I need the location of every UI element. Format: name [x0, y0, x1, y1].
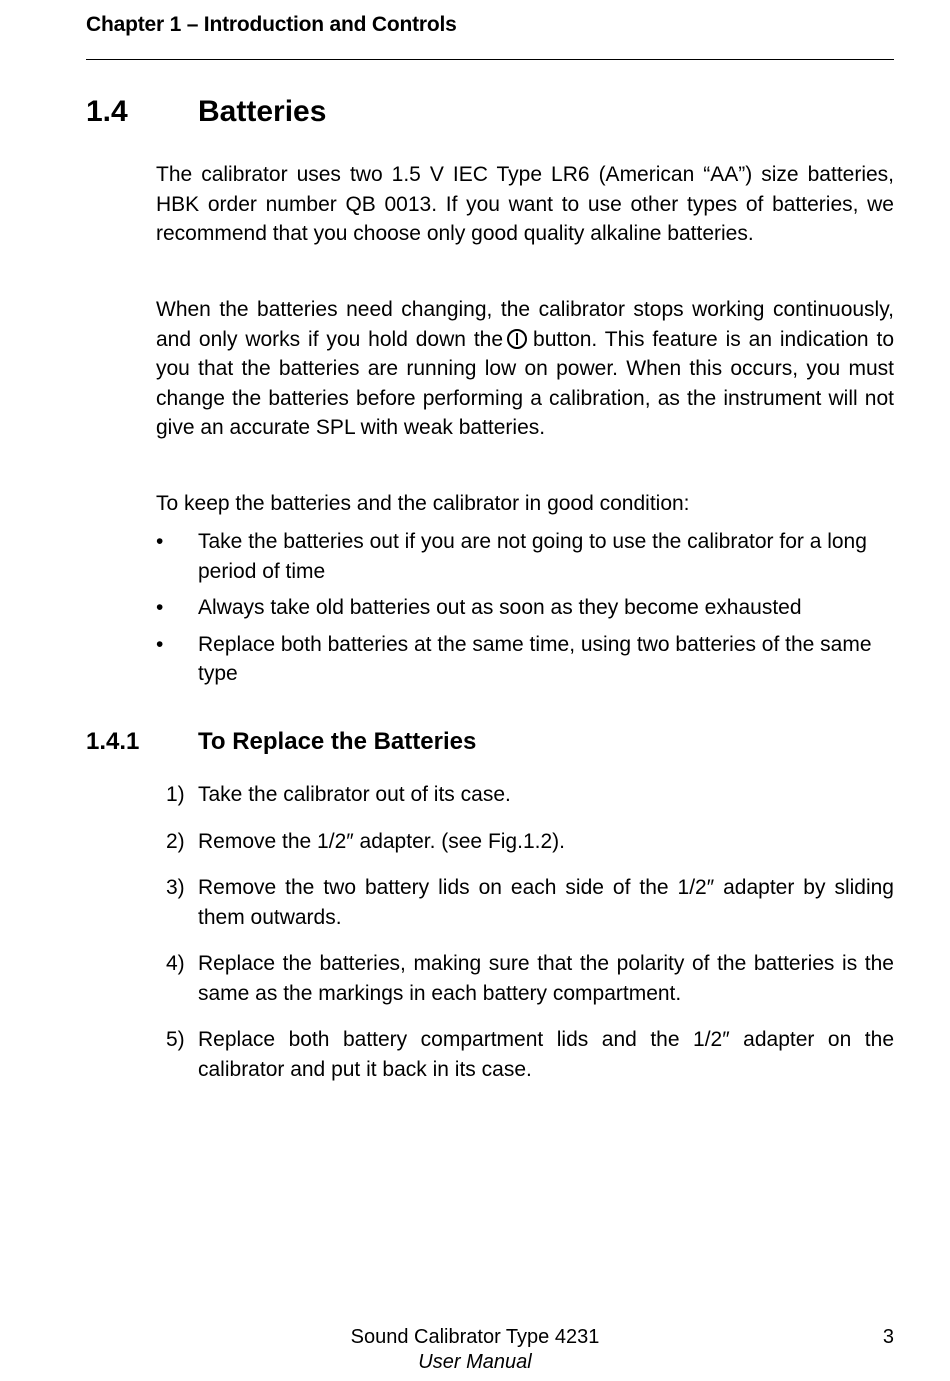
replace-steps-list [156, 780, 894, 1101]
paragraph-low-battery-part2: button. This feature is an indication to you that the batteries are running low on power. When this occurs, you must change the batteries before performing a calibration, as the instrument will not give an accurate SPL with weak batteries. [156, 327, 894, 439]
step-number: 2) [166, 829, 185, 853]
step-number: 4) [166, 952, 185, 975]
step-item [156, 780, 894, 810]
header-rule [86, 59, 894, 60]
list-item-text: Take the batteries out if you are not going to use the calibrator for a long period of time [198, 530, 867, 583]
paragraph-battery-type: The calibrator uses two 1.5 V IEC Type LR6 (American “AA”) size batteries, HBK order number QB 0013. If you want to use other types of batteries, we recommend that you choose only good quality alkaline batteries. [156, 163, 894, 245]
paragraph-low-battery-part1: When the batteries need changing, the calibrator stops working continuously, and only works if you hold down the [156, 298, 894, 351]
section-title: Batteries [198, 95, 327, 128]
step-item [156, 949, 894, 1008]
step-number: 5) [166, 1028, 185, 1051]
step-text: Take the calibrator out of its case. [198, 783, 511, 806]
footer-title: Sound Calibrator Type 4231 [350, 1326, 600, 1348]
step-number: 3) [166, 876, 185, 899]
footer-subtitle: User Manual [418, 1351, 532, 1373]
step-text: Replace the batteries, making sure that the polarity of the batteries is the same as the markings in each battery compartment. [198, 952, 894, 1005]
list-item-text: Replace both batteries at the same time, using two batteries of the same type [198, 632, 872, 685]
step-text: Remove the two battery lids on each side of the 1/2″ adapter by sliding them outwards. [198, 876, 894, 929]
subsection-number: 1.4.1 [86, 728, 140, 755]
running-header: Chapter 1 – Introduction and Controls [86, 13, 457, 36]
section-number: 1.4 [86, 95, 128, 128]
bullet-marker: • [156, 596, 164, 619]
list-item-text: Always take old batteries out as soon as they become exhausted [198, 596, 802, 619]
step-item [156, 827, 894, 857]
step-item [156, 873, 894, 932]
step-text: Replace both battery compartment lids and the 1/2″ adapter on the calibrator and put it back in its case. [198, 1028, 894, 1081]
bullet-marker: • [156, 530, 164, 553]
list-item [156, 527, 894, 586]
bullet-marker: • [156, 632, 164, 656]
list-item [156, 593, 894, 623]
power-icon [507, 329, 527, 349]
list-intro: To keep the batteries and the calibrator in good condition: [156, 492, 690, 515]
page-number: 3 [882, 1326, 894, 1348]
care-bullet-list [156, 527, 894, 696]
step-item [156, 1025, 894, 1084]
step-text: Remove the 1/2″ adapter. (see Fig.1.2). [198, 829, 565, 853]
list-item [156, 630, 894, 689]
paragraph-low-battery [156, 295, 894, 443]
step-number: 1) [166, 783, 185, 806]
subsection-title: To Replace the Batteries [198, 728, 477, 755]
page-footer [0, 1325, 950, 1375]
